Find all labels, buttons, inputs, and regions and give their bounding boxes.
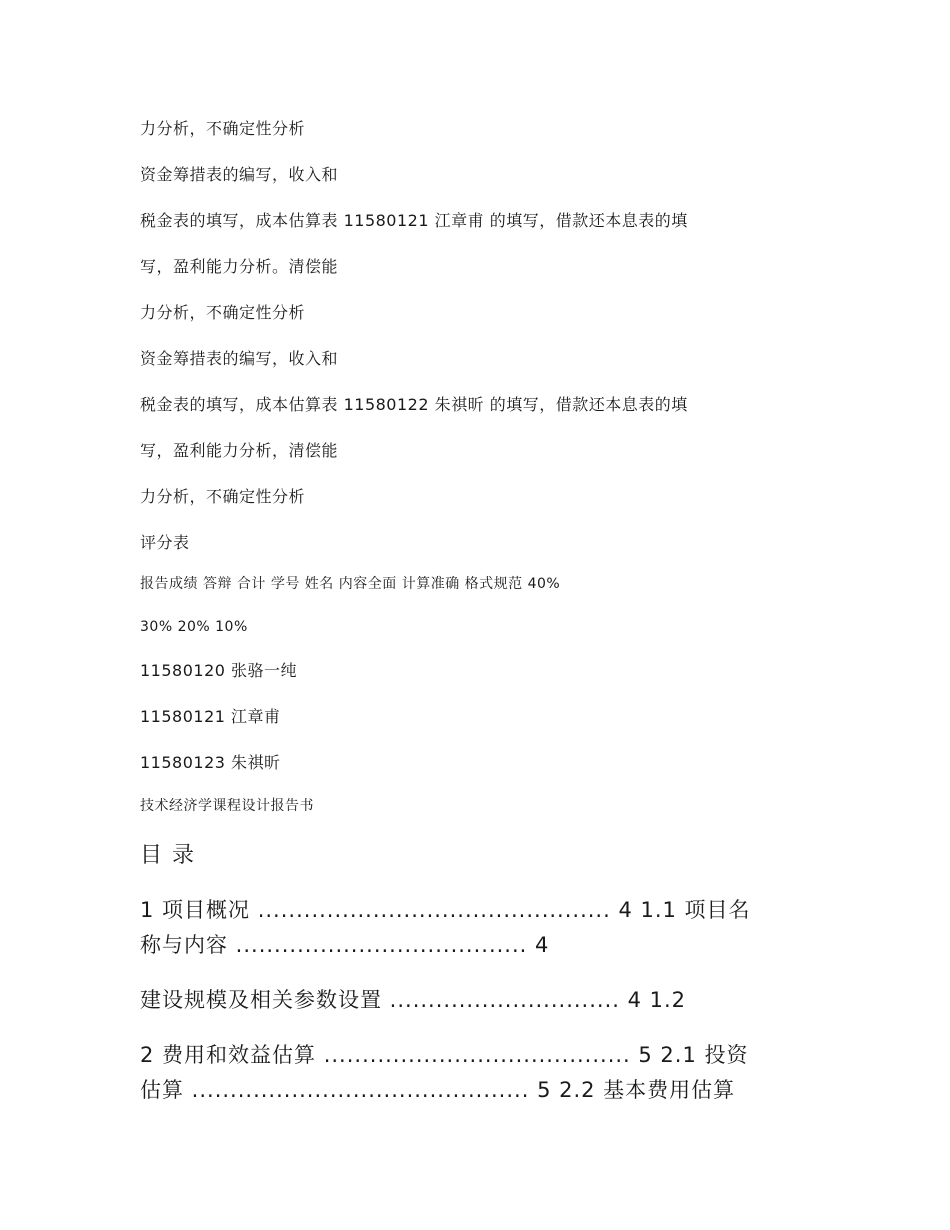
text-line: 力分析，不确定性分析	[140, 119, 306, 138]
text-line: 写，盈利能力分析，清偿能	[140, 441, 339, 460]
text-line: 税金表的填写，成本估算表 11580122 朱祺昕 的填写，借款还本息表的填	[140, 395, 688, 414]
text-line: 税金表的填写，成本估算表 11580121 江章甫 的填写，借款还本息表的填	[140, 211, 688, 230]
score-table-weights: 30% 20% 10%	[140, 619, 248, 635]
score-table-title: 评分表	[140, 533, 190, 552]
report-title: 技术经济学课程设计报告书	[140, 798, 314, 814]
toc-entry: 称与内容 ...................................... 4	[140, 933, 550, 957]
text-line: 力分析，不确定性分析	[140, 303, 306, 322]
score-table-row: 11580120 张骆一纯	[140, 661, 298, 680]
toc-entry: 建设规模及相关参数设置 .............................. 4 1.2	[140, 988, 687, 1012]
toc-entry: 1 项目概况 .............................................. 4 1.1 项目名	[140, 898, 751, 922]
score-table-row: 11580123 朱祺昕	[140, 753, 281, 772]
text-line: 资金筹措表的编写，收入和	[140, 349, 339, 368]
text-line: 资金筹措表的编写，收入和	[140, 165, 339, 184]
toc-entry: 估算 ............................................ 5 2.2 基本费用估算	[140, 1078, 736, 1102]
text-line: 写，盈利能力分析。清偿能	[140, 257, 339, 276]
text-line: 力分析，不确定性分析	[140, 487, 306, 506]
score-table-row: 11580121 江章甫	[140, 707, 281, 726]
toc-entry: 2 费用和效益估算 ........................................ 5 2.1 投资	[140, 1043, 749, 1067]
score-table-header: 报告成绩 答辩 合计 学号 姓名 内容全面 计算准确 格式规范 40%	[140, 576, 561, 592]
toc-heading: 目 录	[140, 843, 196, 868]
